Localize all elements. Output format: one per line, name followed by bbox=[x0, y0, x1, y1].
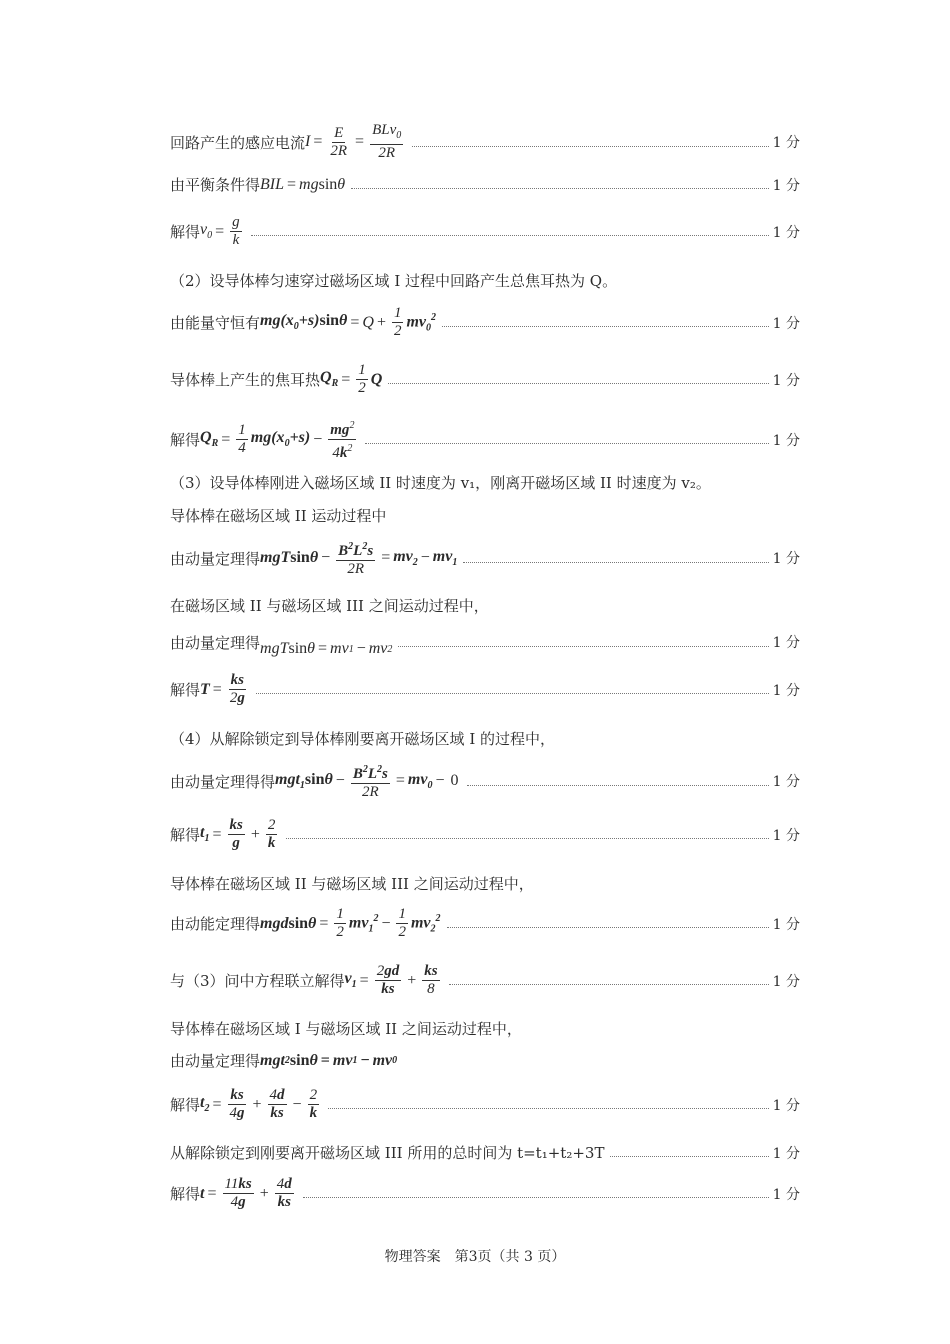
formula-t: T = $\frac{ks}{2g}$ bbox=[200, 672, 245, 706]
formula-current: I = $\frac{E}{2R}$ = $\frac{BLv_0}{2R}$ bbox=[305, 122, 402, 161]
formula-v0: $v_0$ = $\frac{g}{k}$ bbox=[200, 214, 240, 248]
page-footer: 物理答案 第3页（共 3 页） bbox=[384, 1249, 566, 1265]
region-2-3-heading: 在磁场区域 II 与磁场区域 III 之间运动过程中， bbox=[170, 597, 489, 615]
score: 1 分 bbox=[772, 1145, 800, 1162]
score: 1 分 bbox=[772, 372, 800, 389]
line-text: 由动量定理得 bbox=[170, 633, 261, 652]
line-text: 由动量定理得 bbox=[170, 549, 261, 568]
answer-line-12 bbox=[170, 626, 800, 658]
answer-line-24 bbox=[170, 1176, 800, 1211]
answer-line-6 bbox=[170, 362, 800, 397]
region-1-2-heading: 导体棒在磁场区域 I 与磁场区域 II 之间运动过程中， bbox=[170, 1020, 522, 1038]
line-text: 回路产生的感应电流 bbox=[170, 133, 306, 152]
score: 1 分 bbox=[772, 224, 800, 241]
formula-t1: $t_1$ = $\frac{ks}{g}$ + $\frac{2}{k}$ bbox=[200, 817, 276, 851]
answer-line-21 bbox=[170, 1050, 800, 1071]
line-text: 解得 bbox=[170, 681, 201, 699]
score: 1 分 bbox=[772, 916, 800, 933]
score: 1 分 bbox=[772, 827, 800, 844]
line-text: 解得 bbox=[170, 1185, 201, 1203]
formula-momentum-4: mgt 2 sin θ = mv 1 − mv 0 bbox=[260, 1051, 398, 1069]
line-text: 解得 bbox=[170, 223, 201, 241]
formula-momentum-3: mgt$_1$sinθ − $\frac{B^2L^2s}{2R}$ = $mv_0$ − 0 bbox=[275, 761, 461, 801]
answer-line-22 bbox=[170, 1087, 800, 1122]
formula-kinetic-energy: mgdsinθ = $\frac{1}{2}$ $mv_1^2$ − $\frac{1}{2}$ $mv_2^2$ bbox=[260, 906, 441, 940]
region-2-3-heading-2: 导体棒在磁场区域 II 与磁场区域 III 之间运动过程中， bbox=[170, 875, 534, 893]
answer-line-5 bbox=[170, 305, 800, 340]
formula-qr-result: $Q_R$ = $\frac{1}{4}$ $mg(x_0+s)$ − $\frac{mg^2}{4k^2}$ bbox=[200, 417, 359, 462]
line-text: 由平衡条件得 bbox=[170, 176, 261, 194]
line-text: 由动能定理得 bbox=[170, 915, 261, 933]
score: 1 分 bbox=[772, 315, 800, 332]
answer-line-2 bbox=[170, 174, 800, 195]
answer-line-7 bbox=[170, 417, 800, 462]
score: 1 分 bbox=[772, 774, 800, 790]
answer-line-16 bbox=[170, 817, 800, 852]
line-text: 从解除锁定到刚要离开磁场区域 III 所用的总时间为 t=t₁+t₂+3T bbox=[170, 1144, 605, 1162]
answer-line-18 bbox=[170, 906, 800, 941]
answer-line-15 bbox=[170, 761, 800, 801]
formula-momentum-1: mgTsinθ − $\frac{B^2L^2s}{2R}$ = $mv_2$ − $mv_1$ bbox=[260, 538, 457, 578]
answer-line-23 bbox=[170, 1142, 800, 1163]
section-4-heading: （4）从解除锁定到导体棒刚要离开磁场区域 I 的过程中， bbox=[170, 730, 556, 748]
score: 1 分 bbox=[772, 135, 800, 151]
line-text: 与（3）问中方程联立解得 bbox=[170, 972, 345, 990]
score: 1 分 bbox=[772, 682, 800, 699]
score: 1 分 bbox=[772, 635, 800, 651]
line-text: 导体棒上产生的焦耳热 bbox=[170, 371, 321, 389]
line-text: 解得 bbox=[170, 826, 201, 844]
answer-line-19 bbox=[170, 963, 800, 998]
answer-line-13 bbox=[170, 672, 800, 707]
score: 1 分 bbox=[772, 177, 800, 194]
formula-balance: BIL = mg sin θ bbox=[260, 175, 346, 193]
section-2-heading: （2）设导体棒匀速穿过磁场区域 I 过程中回路产生总焦耳热为 Q。 bbox=[170, 272, 618, 290]
line-text: 由动量定理得得 bbox=[170, 772, 276, 791]
score: 1 分 bbox=[772, 1186, 800, 1203]
formula-t2: $t_2$ = $\frac{ks}{4g}$ + $\frac{4d}{ks}$ − $\frac{2}{k}$ bbox=[200, 1087, 318, 1121]
score: 1 分 bbox=[772, 432, 800, 449]
formula-momentum-2: mgT sin θ = mv 1 − mv 2 bbox=[260, 640, 393, 657]
score: 1 分 bbox=[772, 1097, 800, 1114]
answer-line-3 bbox=[170, 214, 800, 249]
formula-v1: $v_1$ = $\frac{2gd}{ks}$ + $\frac{ks}{8}$ bbox=[344, 963, 438, 997]
line-text: 解得 bbox=[170, 431, 201, 449]
section-3-heading: （3）设导体棒刚进入磁场区域 II 时速度为 v₁，刚离开磁场区域 II 时速度为 v₂。 bbox=[170, 474, 711, 492]
section-3-subheading: 导体棒在磁场区域 II 运动过程中 bbox=[170, 507, 387, 525]
answer-line-10 bbox=[170, 538, 800, 578]
formula-energy: $mg(x_0+s)\sin\theta$ = Q + $\frac{1}{2}$ $mv_0^2$ bbox=[260, 305, 437, 339]
line-text: 由动量定理得 bbox=[170, 1052, 261, 1070]
answer-line-1 bbox=[170, 122, 800, 162]
formula-total-time: t = $\frac{11ks}{4g}$ + $\frac{4d}{ks}$ bbox=[200, 1176, 292, 1210]
score: 1 分 bbox=[772, 551, 800, 567]
line-text: 解得 bbox=[170, 1096, 201, 1114]
formula-qr: $Q_R$ = $\frac{1}{2}$ Q bbox=[320, 362, 383, 396]
score: 1 分 bbox=[772, 973, 800, 990]
line-text: 由能量守恒有 bbox=[170, 314, 261, 332]
